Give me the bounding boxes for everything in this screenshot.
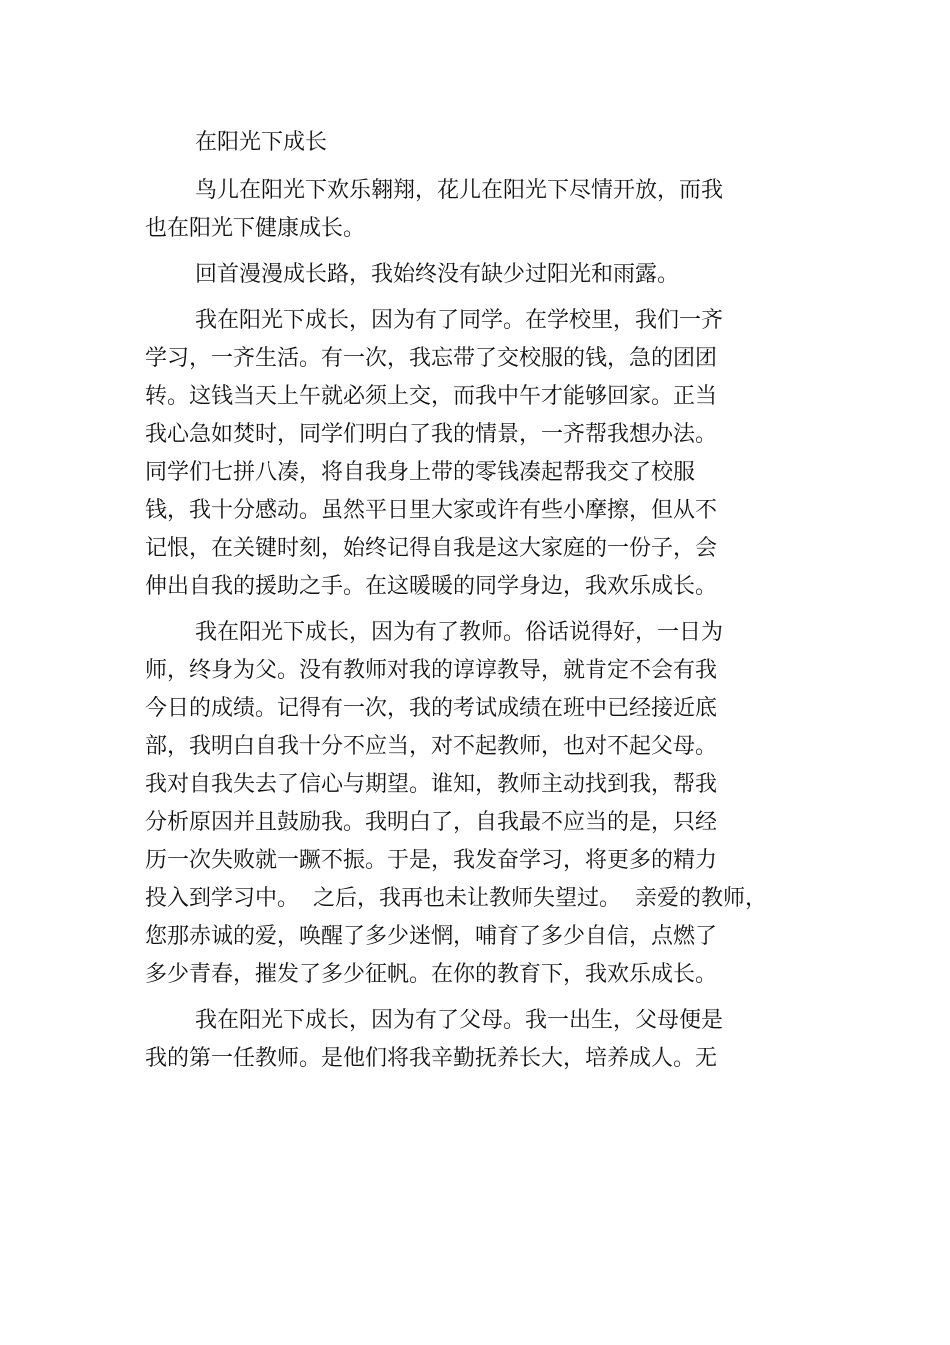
paragraph-line: 回首漫漫成长路，我始终没有缺少过阳光和雨露。 [195, 262, 680, 287]
paragraph-line: 部，我明白自我十分不应当，对不起教师，也对不起父母。 [145, 734, 718, 759]
paragraph-line: 也在阳光下健康成长。 [145, 216, 366, 241]
paragraph-line: 师，终身为父。没有教师对我的谆谆教导，就肯定不会有我 [145, 658, 718, 683]
paragraph-line: 我在阳光下成长，因为有了同学。在学校里，我们一齐 [195, 308, 724, 333]
paragraph-line: 转。这钱当天上午就必须上交，而我中午才能够回家。正当 [145, 384, 718, 409]
paragraph-line: 我的第一任教师。是他们将我辛勤抚养长大，培养成人。无 [145, 1046, 718, 1071]
paragraph-line: 投入到学习中。 之后，我再也未让教师失望过。 亲爱的教师， [145, 886, 767, 911]
paragraph-line: 我心急如焚时，同学们明白了我的情景，一齐帮我想办法。 [145, 422, 718, 447]
paragraph-line: 历一次失败就一蹶不振。于是，我发奋学习，将更多的精力 [145, 848, 718, 873]
essay-body [145, 124, 805, 1078]
paragraph-line: 我在阳光下成长，因为有了父母。我一出生，父母便是 [195, 1008, 724, 1033]
paragraph-line: 鸟儿在阳光下欢乐翱翔，花儿在阳光下尽情开放，而我 [195, 178, 724, 203]
paragraph-line: 多少青春，摧发了多少征帆。在你的教育下，我欢乐成长。 [145, 962, 718, 987]
paragraph-line: 我在阳光下成长，因为有了教师。俗话说得好，一日为 [195, 620, 724, 645]
essay-title: 在阳光下成长 [195, 130, 328, 155]
paragraph-line: 记恨，在关键时刻，始终记得自我是这大家庭的一份子，会 [145, 536, 718, 561]
paragraph-line: 钱，我十分感动。虽然平日里大家或许有些小摩擦，但从不 [145, 498, 718, 523]
paragraph-line: 伸出自我的援助之手。在这暖暖的同学身边，我欢乐成长。 [145, 574, 718, 599]
paragraph-line: 您那赤诚的爱，唤醒了多少迷惘，哺育了多少自信，点燃了 [145, 924, 718, 949]
paragraph-line: 今日的成绩。记得有一次，我的考试成绩在班中已经接近底 [145, 696, 718, 721]
paragraph-line: 学习，一齐生活。有一次，我忘带了交校服的钱，急的团团 [145, 346, 718, 371]
paragraph-line: 分析原因并且鼓励我。我明白了，自我最不应当的是，只经 [145, 810, 718, 835]
paragraph-line: 我对自我失去了信心与期望。谁知，教师主动找到我，帮我 [145, 772, 718, 797]
paragraph-line: 同学们七拼八凑，将自我身上带的零钱凑起帮我交了校服 [145, 460, 696, 485]
